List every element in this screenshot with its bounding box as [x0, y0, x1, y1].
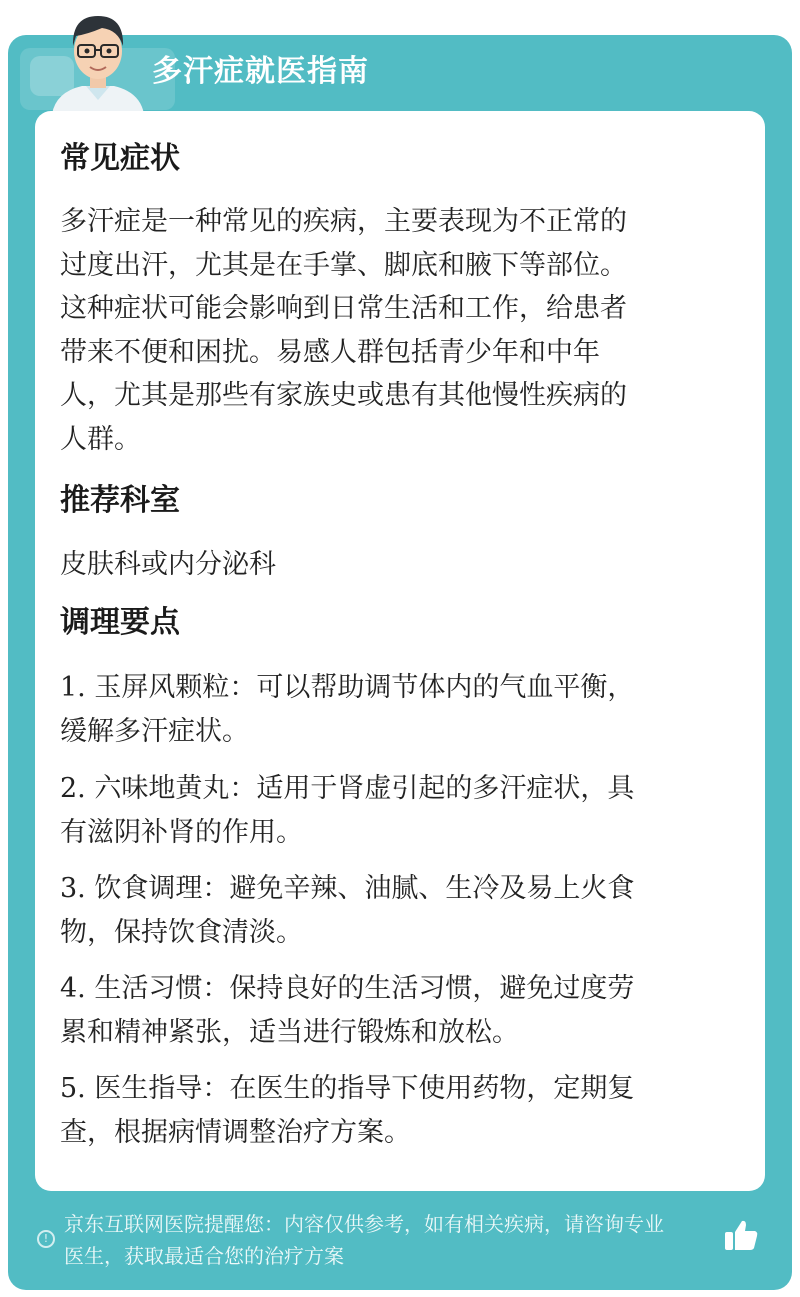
page-title: 多汗症就医指南: [152, 54, 369, 89]
section-title-symptoms: 常见症状: [60, 141, 180, 176]
care-item: 5. 医生指导：在医生的指导下使用药物，定期复 查，根据病情调整治疗方案。: [60, 1073, 635, 1148]
care-item: 3. 饮食调理：避免辛辣、油腻、生冷及易上火食 物，保持饮食清淡。: [60, 873, 635, 948]
section-title-care: 调理要点: [60, 605, 180, 640]
section-title-department: 推荐科室: [60, 483, 180, 518]
care-item: 1. 玉屏风颗粒：可以帮助调节体内的气血平衡， 缓解多汗症状。: [60, 672, 635, 747]
thumbs-up-icon[interactable]: [722, 1216, 760, 1254]
info-icon: !: [37, 1230, 55, 1248]
symptoms-text: 多汗症是一种常见的疾病，主要表现为不正常的 过度出汗，尤其是在手掌、脚底和腋下等部位。 这种症状可能会影响到日常生活和工作，给患者 带来不便和困扰。易感人群包括青少年和中年 人，尤其是那些有家族史或患有其他慢性疾病的 人群。: [60, 206, 627, 455]
care-item: 4. 生活习惯：保持良好的生活习惯，避免过度劳 累和精神紧张，适当进行锻炼和放松。: [60, 973, 635, 1048]
department-text: 皮肤科或内分泌科: [60, 549, 276, 580]
care-item: 2. 六味地黄丸：适用于肾虚引起的多汗症状，具 有滋阴补肾的作用。: [60, 773, 635, 848]
disclaimer-text: 京东互联网医院提醒您：内容仅供参考，如有相关疾病，请咨询专业 医生，获取最适合您的治疗方案: [64, 1212, 664, 1268]
doctor-avatar: [42, 6, 154, 114]
